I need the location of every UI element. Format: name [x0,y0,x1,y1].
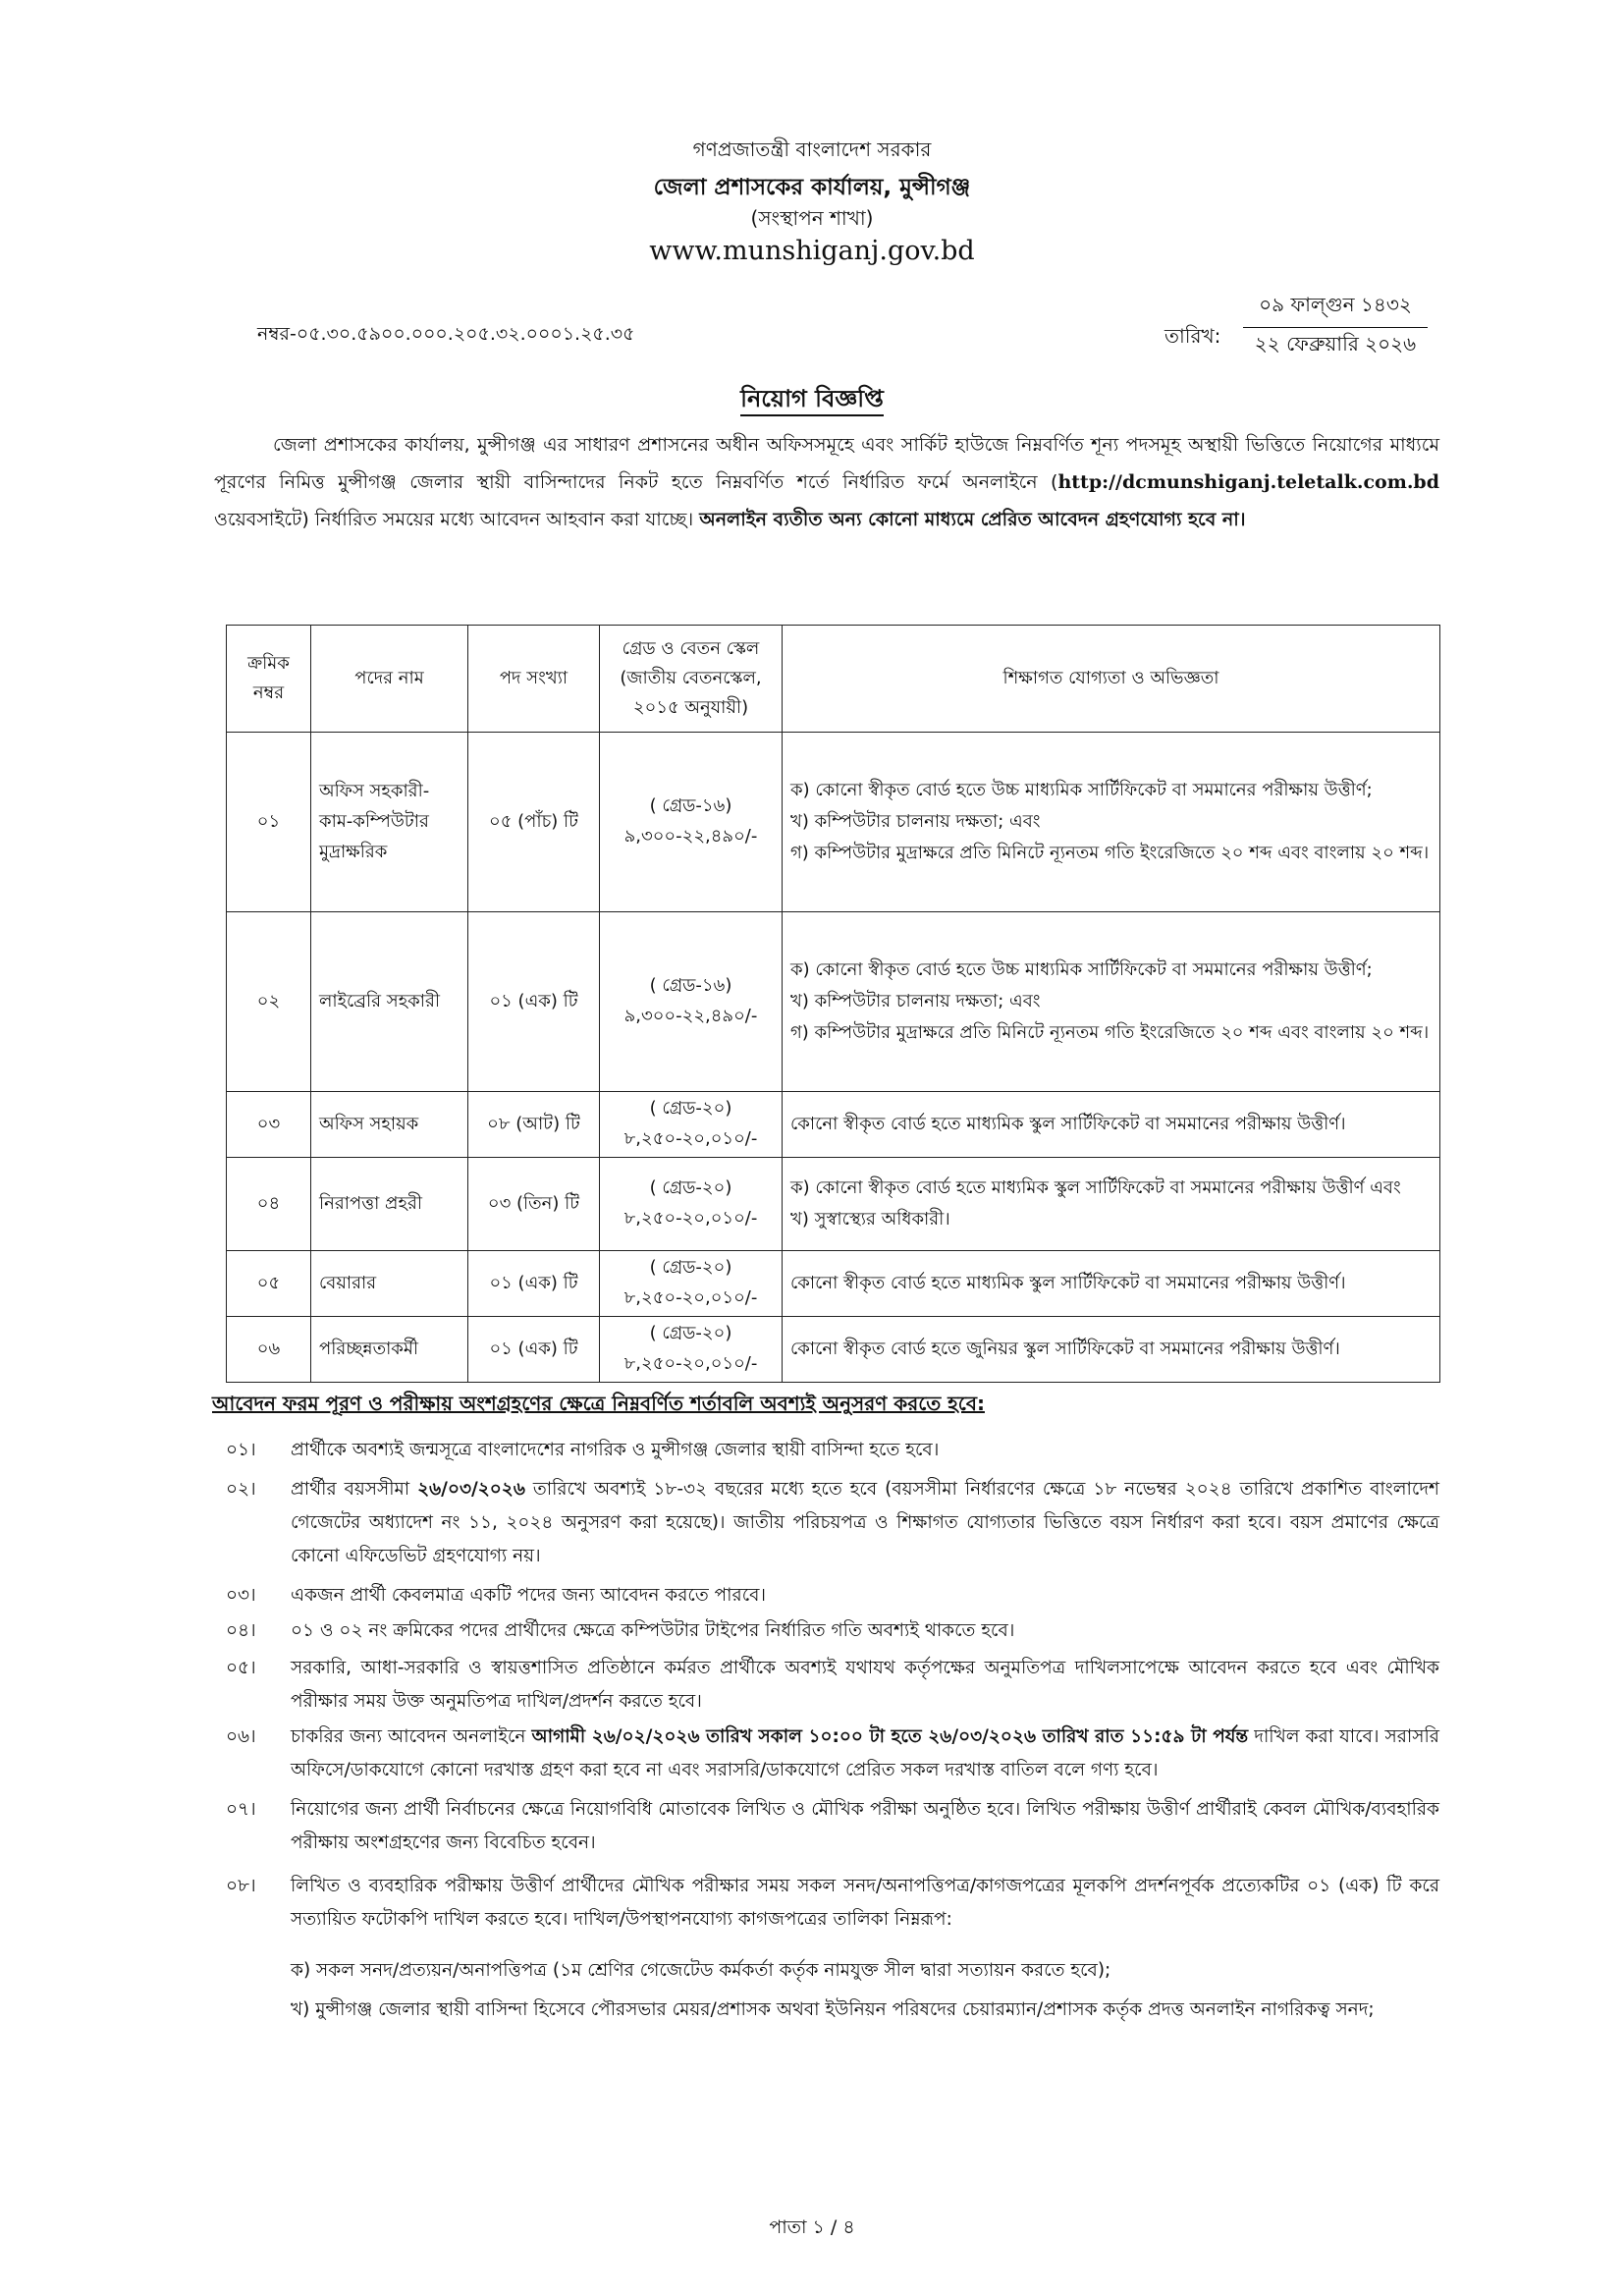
row-count: ০৩ (তিন) টি [468,1158,600,1251]
page-number: পাতা ১ / ৪ [769,2216,855,2238]
date-english: ২২ ফেব্রুয়ারি ২০২৬ [1254,332,1417,355]
row-count: ০৮ (আট) টি [468,1092,600,1158]
header-serial: ক্রমিক নম্বর [227,626,311,733]
row-post: বেয়ারার [311,1251,468,1317]
office-name: জেলা প্রশাসকের কার্যালয়, মুন্সীগঞ্জ [653,175,971,200]
row-qualification: কোনো স্বীকৃত বোর্ড হতে জুনিয়র স্কুল সার্টিফিকেট বা সমমানের পরীক্ষায় উত্তীর্ণ। [783,1317,1440,1383]
condition-item: ০৬। চাকরির জন্য আবেদন অনলাইনে আগামী ২৬/০২/২০২৬ তারিখ সকাল ১০:০০ টা হতে ২৬/০৩/২০২৬ তারিখ রাত ১১:৫৯ টা পর্যন্ত দাখিল করা যাবে। সরাসরি অফিসে/ডাকযোগে কোনো দরখাস্ত গ্রহণ করা হবে না এবং সরাসরি/ডাকযোগে প্রেরিত সকল দরখাস্ত বাতিল বলে গণ্য হবে। [226,1726,1439,1780]
row-grade: ( গ্রেড-২০) ৮,২৫০-২০,০১০/- [600,1317,783,1383]
condition-item: ০৭। নিয়োগের জন্য প্রার্থী নির্বাচনের ক্ষেত্রে নিয়োগবিধি মোতাবেক লিখিত ও মৌখিক পরীক্ষা অনুষ্ঠিত হবে। লিখিত পরীক্ষায় উত্তীর্ণ প্রার্থীরাই কেবল মৌখিক/ব্যবহারিক পরীক্ষায় অংশগ্রহণের জন্য বিবেচিত হবেন। [226,1799,1439,1853]
row-post: অফিস সহকারী-কাম-কম্পিউটার মুদ্রাক্ষরিক [311,733,468,912]
row-serial: ০৪ [227,1158,311,1251]
document-list-item: খ) মুন্সীগঞ্জ জেলার স্থায়ী বাসিন্দা হিসেবে পৌরসভার মেয়র/প্রশাসক অথবা ইউনিয়ন পরিষদের চেয়ারম্যান/প্রশাসক কর্তৃক প্রদত্ত অনলাইন নাগরিকত্ব সনদ; [291,1999,1375,2020]
condition-item: ০২। প্রার্থীর বয়সসীমা ২৬/০৩/২০২৬ তারিখে অবশ্যই ১৮-৩২ বছরের মধ্যে হতে হবে (বয়সসীমা নির্ধারণের ক্ষেত্রে ১৮ নভেম্বর ২০২৪ তারিখে প্রকাশিত বাংলাদেশ গেজেটের অধ্যাদেশ নং ১১, ২০২৪ অনুসরণ করা হয়েছে)। জাতীয় পরিচয়পত্র ও শিক্ষাগত যোগ্যতার ভিত্তিতে বয়স নির্ধারণ করা হবে। বয়স প্রমাণের ক্ষেত্রে কোনো এফিডেভিট গ্রহণযোগ্য নয়। [226,1479,1440,1566]
row-qualification: ক) কোনো স্বীকৃত বোর্ড হতে মাধ্যমিক স্কুল সার্টিফিকেট বা সমমানের পরীক্ষায় উত্তীর্ণ এবং খ) সুস্বাস্থ্যের অধিকারী। [783,1158,1440,1251]
row-post: অফিস সহায়ক [311,1092,468,1158]
row-post: পরিচ্ছন্নতাকর্মী [311,1317,468,1383]
row-grade: ( গ্রেড-১৬) ৯,৩০০-২২,৪৯০/- [600,912,783,1092]
row-post: নিরাপত্তা প্রহরী [311,1158,468,1251]
row-qualification: ক) কোনো স্বীকৃত বোর্ড হতে উচ্চ মাধ্যমিক সার্টিফিকেট বা সমমানের পরীক্ষায় উত্তীর্ণ; খ) কম্পিউটার চালনায় দক্ষতা; এবং গ) কম্পিউটার মুদ্রাক্ষরে প্রতি মিনিটে ন্যূনতম গতি ইংরেজিতে ২০ শব্দ এবং বাংলায় ২০ শব্দ। [783,733,1440,912]
row-count: ০৫ (পাঁচ) টি [468,733,600,912]
header-count: পদ সংখ্যা [468,626,600,733]
table-row [227,1251,1440,1317]
condition-item: ০৫। সরকারি, আধা-সরকারি ও স্বায়ত্তশাসিত প্রতিষ্ঠানে কর্মরত প্রার্থীকে অবশ্যই যথাযথ কর্তৃপক্ষের অনুমতিপত্র দাখিলসাপেক্ষে আবেদন করতে হবে এবং মৌখিক পরীক্ষার সময় উক্ত অনুমতিপত্র দাখিল/প্রদর্শন করতে হবে। [226,1658,1439,1712]
row-grade: ( গ্রেড-১৬) ৯,৩০০-২২,৪৯০/- [600,733,783,912]
intro-paragraph: জেলা প্রশাসকের কার্যালয়, মুন্সীগঞ্জ এর সাধারণ প্রশাসনের অধীন অফিসসমূহে এবং সার্কিট হাউজে নিম্নবর্ণিত শূন্য পদসমূহ অস্থায়ী ভিত্তিতে নিয়োগের মাধ্যমে পূরণের নিমিত্ত মুন্সীগঞ্জ জেলার স্থায়ী বাসিন্দাদের নিকট হতে নিম্নবর্ণিত শর্তে নির্ধারিত ফর্মে অনলাইনে (http://dcmunshiganj.teletalk.com.bd ওয়েবসাইটে) নির্ধারিত সময়ের মধ্যে আবেদন আহবান করা যাচ্ছে। অনলাইন ব্যতীত অন্য কোনো মাধ্যমে প্রেরিত আবেদন গ্রহণযোগ্য হবে না। [214,434,1439,530]
table-row [227,1092,1440,1158]
row-qualification: কোনো স্বীকৃত বোর্ড হতে মাধ্যমিক স্কুল সার্টিফিকেট বা সমমানের পরীক্ষায় উত্তীর্ণ। [783,1251,1440,1317]
condition-item: ০৩। একজন প্রার্থী কেবলমাত্র একটি পদের জন্য আবেদন করতে পারবে। [226,1585,767,1606]
vacancy-table [226,625,1440,1383]
header-grade: গ্রেড ও বেতন স্কেল (জাতীয় বেতনস্কেল, ২০১৫ অনুযায়ী) [600,626,783,733]
header-post: পদের নাম [311,626,468,733]
row-serial: ০৬ [227,1317,311,1383]
date-bangla: ০৯ ফাল্গুন ১৪৩২ [1243,291,1428,328]
condition-item: ০১। প্রার্থীকে অবশ্যই জন্মসূত্রে বাংলাদেশের নাগরিক ও মুন্সীগঞ্জ জেলার স্থায়ী বাসিন্দা হতে হবে। [226,1440,940,1460]
row-qualification: ক) কোনো স্বীকৃত বোর্ড হতে উচ্চ মাধ্যমিক সার্টিফিকেট বা সমমানের পরীক্ষায় উত্তীর্ণ; খ) কম্পিউটার চালনায় দক্ষতা; এবং গ) কম্পিউটার মুদ্রাক্ষরে প্রতি মিনিটে ন্যূনতম গতি ইংরেজিতে ২০ শব্দ এবং বাংলায় ২০ শব্দ। [783,912,1440,1092]
table-header-row [227,626,1440,733]
row-serial: ০৫ [227,1251,311,1317]
header-qualification: শিক্ষাগত যোগ্যতা ও অভিজ্ঞতা [783,626,1440,733]
date-label: তারিখ: [1164,324,1221,348]
application-url[interactable]: http://dcmunshiganj.teletalk.com.bd [1057,471,1439,493]
memo-number: নম্বর-০৫.৩০.৫৯০০.০০০.২০৫.৩২.০০০১.২৫.৩৫ [257,323,635,345]
row-grade: ( গ্রেড-২০) ৮,২৫০-২০,০১০/- [600,1158,783,1251]
row-qualification: কোনো স্বীকৃত বোর্ড হতে মাধ্যমিক স্কুল সার্টিফিকেট বা সমমানের পরীক্ষায় উত্তীর্ণ। [783,1092,1440,1158]
condition-item: ০৪। ০১ ও ০২ নং ক্রমিকের পদের প্রার্থীদের ক্ষেত্রে কম্পিউটার টাইপের নির্ধারিত গতি অবশ্যই থাকতে হবে। [226,1620,1015,1641]
branch-name: (সংস্থাপন শাখা) [750,206,874,230]
notice-title: নিয়োগ বিজ্ঞপ্তি [0,381,1624,420]
row-grade: ( গ্রেড-২০) ৮,২৫০-২০,০১০/- [600,1251,783,1317]
document-list-item: ক) সকল সনদ/প্রত্যয়ন/অনাপত্তিপত্র (১ম শ্রেণির গেজেটেড কর্মকর্তা কর্তৃক নামযুক্ত সীল দ্বারা সত্যায়ন করতে হবে); [291,1960,1111,1981]
table-row [227,733,1440,912]
row-grade: ( গ্রেড-২০) ৮,২৫০-২০,০১০/- [600,1092,783,1158]
table-row [227,1158,1440,1251]
row-serial: ০২ [227,912,311,1092]
table-row [227,1317,1440,1383]
row-serial: ০১ [227,733,311,912]
row-post: লাইব্রেরি সহকারী [311,912,468,1092]
table-row [227,912,1440,1092]
row-count: ০১ (এক) টি [468,1251,600,1317]
row-count: ০১ (এক) টি [468,912,600,1092]
condition-item: ০৮। লিখিত ও ব্যবহারিক পরীক্ষায় উত্তীর্ণ প্রার্থীদের মৌখিক পরীক্ষার সময় সকল সনদ/অনাপত্তিপত্র/কাগজপত্রের মূলকপি প্রদর্শনপূর্বক প্রত্যেকটির ০১ (এক) টি করে সত্যায়িত ফটোকপি দাখিল করতে হবে। দাখিল/উপস্থাপনযোগ্য কাগজপত্রের তালিকা নিম্নরূপ: [226,1876,1439,1930]
row-serial: ০৩ [227,1092,311,1158]
row-count: ০১ (এক) টি [468,1317,600,1383]
website-url[interactable]: www.munshiganj.gov.bd [649,236,975,266]
conditions-heading: আবেদন ফরম পূরণ ও পরীক্ষায় অংশগ্রহণের ক্ষেত্রে নিম্নবর্ণিত শর্তাবলি অবশ্যই অনুসরণ করতে হবে: [212,1392,985,1415]
government-name: গণপ্রজাতন্ত্রী বাংলাদেশ সরকার [692,137,932,161]
